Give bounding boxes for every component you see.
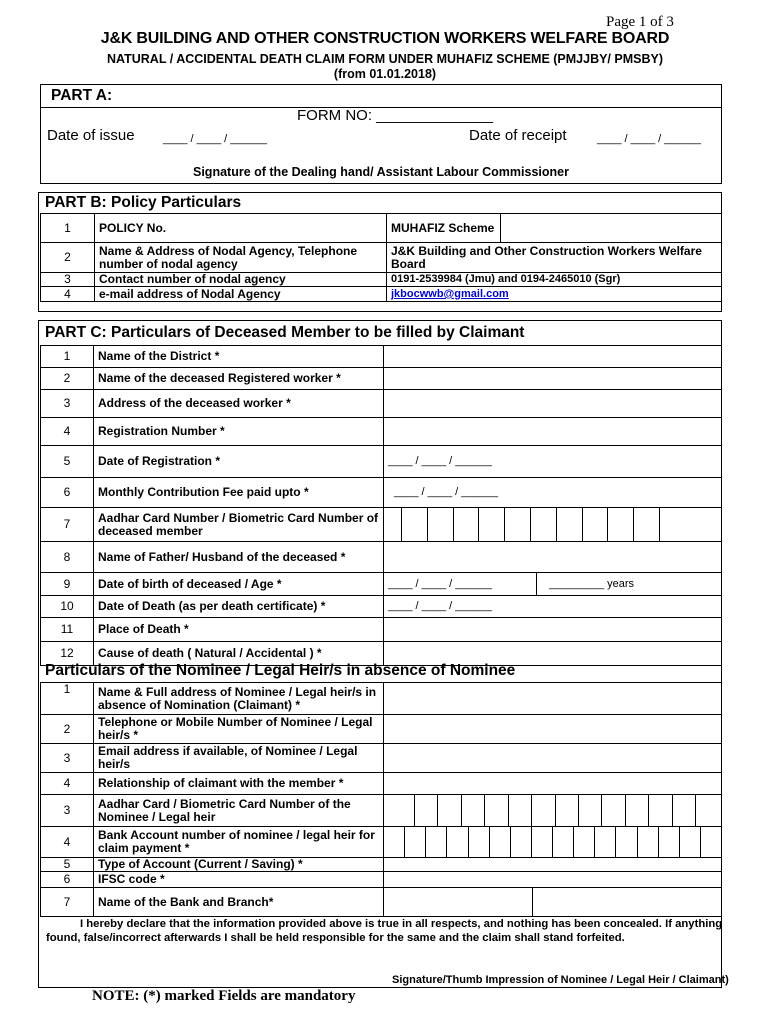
dob-field[interactable]: ____ / ____ / ______ xyxy=(388,577,492,590)
part-a-heading: PART A: xyxy=(51,87,113,104)
nominee-email-field[interactable] xyxy=(384,744,722,773)
form-subtitle: NATURAL / ACCIDENTAL DEATH CLAIM FORM UNDER MUHAFIZ SCHEME (PMJJBY/ PMSBY) xyxy=(106,52,663,66)
table-row: 11 Place of Death * xyxy=(41,618,722,642)
deceased-table xyxy=(40,345,722,666)
father-husband-name-field[interactable] xyxy=(384,542,722,573)
table-row: 3 Contact number of nodal agency 0191-2539984 (Jmu) and 0194-2465010 (Sgr) xyxy=(41,273,722,287)
table-row: 6 Monthly Contribution Fee paid upto * ____ / ____ / ______ xyxy=(41,478,722,508)
table-row: 3 Address of the deceased worker * xyxy=(41,390,722,418)
nominee-aadhar-field[interactable] xyxy=(384,795,722,827)
date-of-issue-field[interactable]: ____ / ____ / ______ xyxy=(163,133,267,145)
mandatory-note: NOTE: (*) marked Fields are mandatory xyxy=(92,988,356,1004)
district-field[interactable] xyxy=(384,346,722,368)
table-row: 1 POLICY No. MUHAFIZ Scheme xyxy=(41,214,722,243)
part-a-section xyxy=(40,84,722,184)
date-of-receipt-label: Date of receipt xyxy=(469,127,567,144)
table-row: 4 Registration Number * xyxy=(41,418,722,446)
date-of-issue-label: Date of issue xyxy=(47,127,135,144)
form-no-field[interactable]: ______________ xyxy=(376,107,493,124)
claimant-signature: Signature/Thumb Impression of Nominee / Legal Heir / Claimant) xyxy=(392,974,729,986)
deceased-aadhar-field[interactable] xyxy=(384,508,722,542)
table-row: 4 e-mail address of Nodal Agency jkbocwwb@gmail.com xyxy=(41,287,722,302)
nodal-email-link[interactable]: jkbocwwb@gmail.com xyxy=(391,288,509,300)
form-effective-date: (from 01.01.2018) xyxy=(333,67,437,81)
table-row: 3 Email address if available, of Nominee / Legal heir/s xyxy=(41,744,722,773)
form-no-label: FORM NO: xyxy=(297,107,372,124)
dealing-hand-signature: Signature of the Dealing hand/ Assistant Labour Commissioner xyxy=(193,165,569,179)
nominee-table xyxy=(40,682,722,917)
table-row: 2 Name & Address of Nodal Agency, Telephone number of nodal agency J&K Building and Other Construction Workers Welfare Board xyxy=(41,243,722,273)
table-row: 1 Name & Full address of Nominee / Legal heir/s in absence of Nomination (Claimant) * xyxy=(41,683,722,715)
table-row: 1 Name of the District * xyxy=(41,346,722,368)
registration-number-field[interactable] xyxy=(384,418,722,446)
declaration-line-1: I hereby declare that the information provided above is true in all respects, and nothing has been concealed. If anything xyxy=(80,918,723,930)
relationship-field[interactable] xyxy=(384,773,722,795)
age-field[interactable]: _________ years xyxy=(549,577,635,590)
table-row: 2 Name of the deceased Registered worker * xyxy=(41,368,722,390)
table-row: 3 Aadhar Card / Biometric Card Number of the Nominee / Legal heir xyxy=(41,795,722,827)
place-of-death-field[interactable] xyxy=(384,618,722,642)
form-no xyxy=(297,107,493,124)
nominee-name-address-field[interactable] xyxy=(384,683,722,715)
table-row: 7 Name of the Bank and Branch* xyxy=(41,888,722,917)
table-row: 5 Type of Account (Current / Saving) * xyxy=(41,858,722,872)
account-type-field[interactable] xyxy=(384,858,722,872)
declaration-line-2: found, false/incorrect afterwards I shall be held responsible for the same and the claim shall stand forfeited. xyxy=(46,932,625,944)
table-row: 2 Telephone or Mobile Number of Nominee / Legal heir/s * xyxy=(41,715,722,744)
table-row: 10 Date of Death (as per death certificate) * ____ / ____ / ______ xyxy=(41,596,722,618)
nominee-phone-field[interactable] xyxy=(384,715,722,744)
page-number: Page 1 of 3 xyxy=(606,14,674,30)
policy-no-value: MUHAFIZ Scheme xyxy=(387,214,501,243)
deceased-name-field[interactable] xyxy=(384,368,722,390)
table-row: 12 Cause of death ( Natural / Accidental ) * xyxy=(41,642,722,666)
part-c-heading: PART C: Particulars of Deceased Member to be filled by Claimant xyxy=(45,324,525,341)
part-b-heading: PART B: Policy Particulars xyxy=(45,194,242,211)
date-of-receipt-field[interactable]: ____ / ____ / ______ xyxy=(597,133,701,145)
nodal-contact-value: 0191-2539984 (Jmu) and 0194-2465010 (Sgr) xyxy=(387,273,722,287)
table-row: 4 Bank Account number of nominee / legal heir for claim payment * xyxy=(41,827,722,858)
table-row: 4 Relationship of claimant with the member * xyxy=(41,773,722,795)
date-of-death-field[interactable]: ____ / ____ / ______ xyxy=(384,596,722,618)
table-row: 7 Aadhar Card Number / Biometric Card Number of deceased member xyxy=(41,508,722,542)
bank-name-field[interactable] xyxy=(384,888,533,916)
table-row: 9 Date of birth of deceased / Age * ____ / ____ / ______ _________ years xyxy=(41,573,722,596)
deceased-address-field[interactable] xyxy=(384,390,722,418)
ifsc-field[interactable] xyxy=(384,872,722,888)
nodal-agency-value: J&K Building and Other Construction Workers Welfare Board xyxy=(387,243,722,273)
table-row: 5 Date of Registration * ____ / ____ / ______ xyxy=(41,446,722,478)
nominee-heading: Particulars of the Nominee / Legal Heir/s in absence of Nominee xyxy=(45,662,516,679)
branch-field[interactable] xyxy=(533,888,721,916)
table-row: 8 Name of Father/ Husband of the deceased * xyxy=(41,542,722,573)
table-row: 6 IFSC code * xyxy=(41,872,722,888)
bank-account-field[interactable] xyxy=(384,827,722,858)
contribution-paid-upto-field[interactable]: ____ / ____ / ______ xyxy=(384,478,722,508)
board-title: J&K BUILDING AND OTHER CONSTRUCTION WORKERS WELFARE BOARD xyxy=(100,30,670,47)
policy-table xyxy=(40,213,722,302)
registration-date-field[interactable]: ____ / ____ / ______ xyxy=(384,446,722,478)
